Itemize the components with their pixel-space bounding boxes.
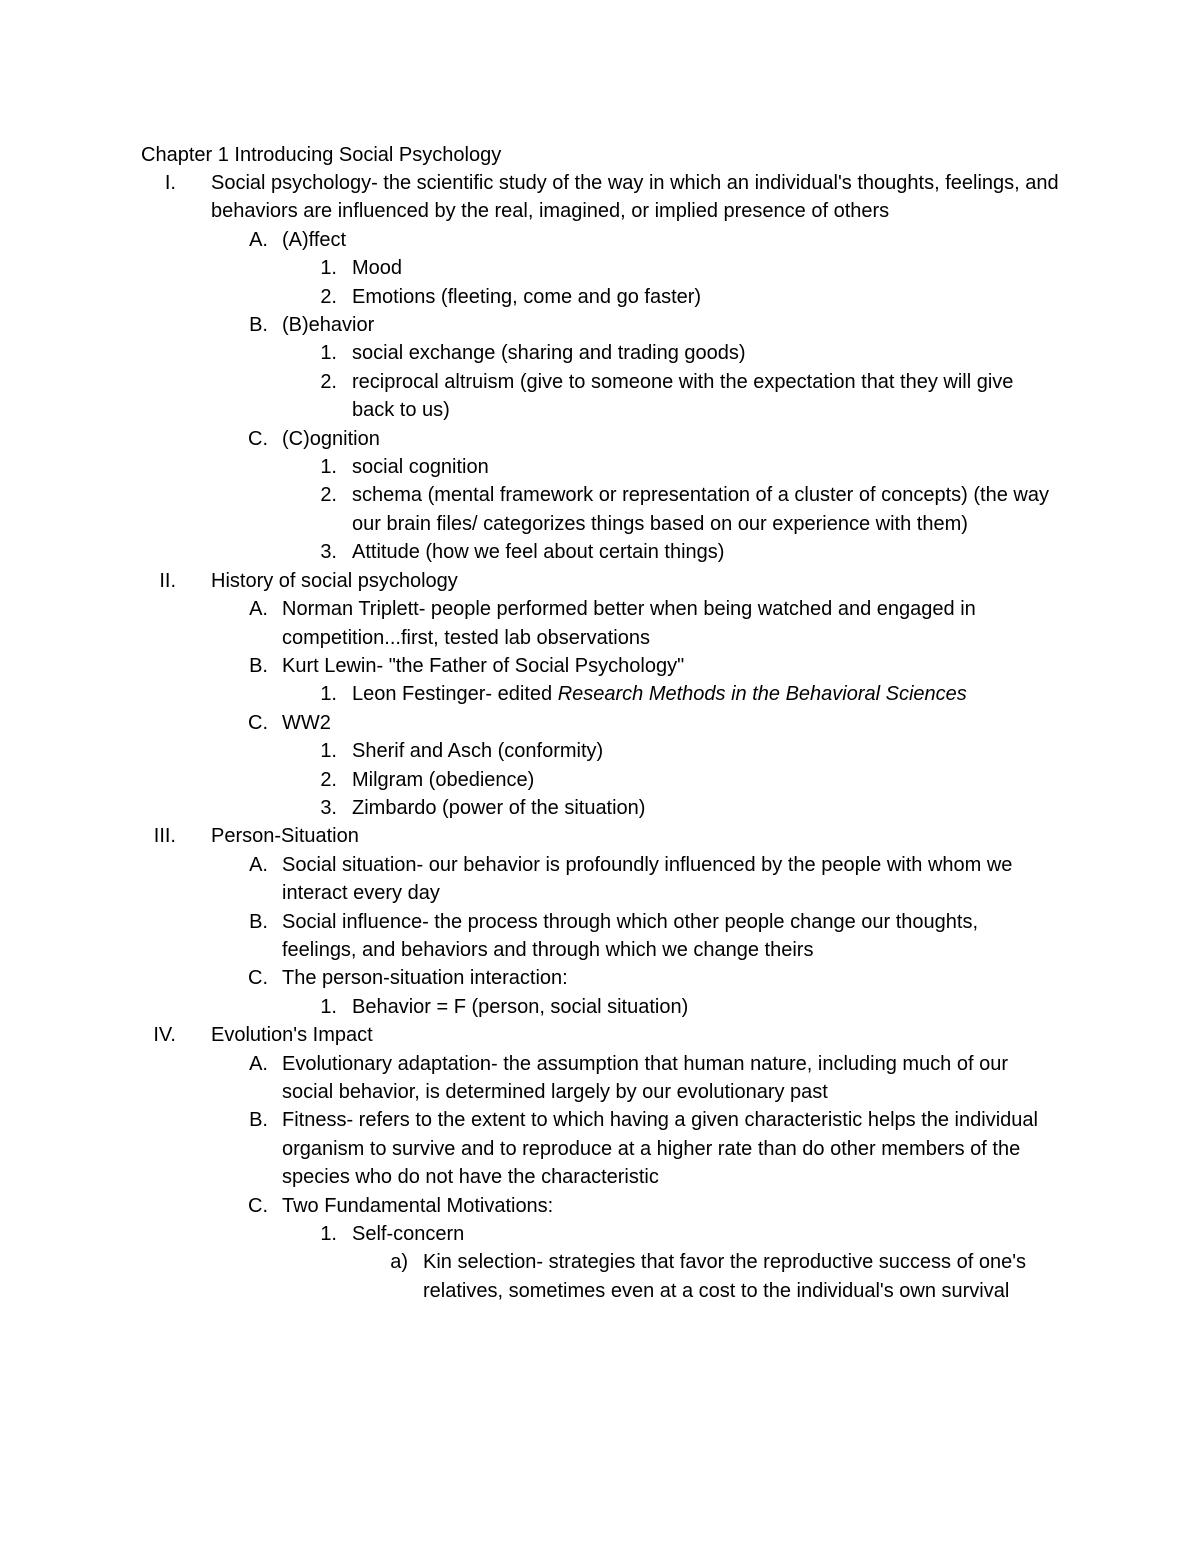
list-item-text	[282, 1192, 1057, 1220]
list-item-text	[352, 737, 1057, 765]
list-item-text	[352, 254, 1057, 282]
outline-item-level-3	[0, 737, 1200, 765]
list-marker: IV.	[153, 1024, 176, 1047]
list-item-label: social cognition	[352, 456, 489, 479]
list-marker: 1.	[320, 683, 337, 706]
outline-item-level-3	[0, 453, 1200, 481]
outline-item-level-3	[0, 766, 1200, 794]
list-marker: C.	[248, 967, 268, 990]
list-marker: 3.	[320, 796, 337, 819]
list-item-label: Norman Triplett- people performed better when being watched and engaged in competition...first, tested lab observations	[282, 598, 976, 649]
list-item-text	[282, 709, 1057, 737]
outline-item-level-3	[0, 1220, 1200, 1248]
outline-item-level-1	[0, 169, 1200, 226]
list-item-label: Leon Festinger- edited	[352, 683, 558, 706]
chapter-title: Chapter 1 Introducing Social Psychology	[141, 144, 502, 166]
list-item-label: Sherif and Asch (conformity)	[352, 740, 604, 763]
outline-item-level-2	[0, 226, 1200, 254]
list-marker: C.	[248, 711, 268, 734]
list-item-label: The person-situation interaction:	[282, 967, 568, 990]
outline-item-level-2	[0, 964, 1200, 992]
list-item-text	[211, 1021, 1061, 1049]
list-marker: II.	[159, 569, 176, 592]
outline-item-level-3	[0, 254, 1200, 282]
list-marker: A.	[249, 598, 268, 621]
list-item-text	[352, 453, 1057, 481]
list-marker: C.	[248, 1194, 268, 1217]
book-title: Research Methods in the Behavioral Sciences	[557, 683, 967, 706]
list-marker: A.	[249, 228, 268, 251]
list-item-text	[282, 226, 1057, 254]
list-marker: A.	[249, 1052, 268, 1075]
list-item-text	[211, 567, 1061, 595]
outline-item-level-1	[0, 822, 1200, 850]
outline-item-level-3	[0, 368, 1200, 425]
list-item-text	[211, 169, 1061, 226]
list-marker: 2.	[320, 484, 337, 507]
outline-item-level-3	[0, 481, 1200, 538]
outline-item-level-3	[0, 794, 1200, 822]
list-item-text	[352, 993, 1057, 1021]
list-item-text	[352, 794, 1057, 822]
list-marker: 2.	[320, 285, 337, 308]
list-item-text	[282, 1106, 1057, 1191]
list-marker: 1.	[320, 995, 337, 1018]
list-item-label: Kin selection- strategies that favor the reproductive success of one's relatives, sometimes even at a cost to the individual's own survival	[423, 1251, 1027, 1302]
list-marker: 2.	[320, 768, 337, 791]
list-item-label: Person-Situation	[211, 825, 359, 848]
list-item-label: Milgram (obedience)	[352, 768, 535, 791]
list-item-label: Social influence- the process through which other people change our thoughts, feelings, and behaviors and through which we change theirs	[282, 910, 979, 961]
list-marker: 3.	[320, 541, 337, 564]
list-item-label: Attitude (how we feel about certain things)	[352, 541, 725, 564]
list-item-label: Behavior = F (person, social situation)	[352, 995, 689, 1018]
list-item-label: Zimbardo (power of the situation)	[352, 796, 646, 819]
list-item-label: (A)ffect	[282, 228, 347, 251]
list-item-label: Emotions (fleeting, come and go faster)	[352, 285, 702, 308]
list-item-text	[282, 595, 1057, 652]
list-item-label: schema (mental framework or representation of a cluster of concepts) (the way our brain files/ categorizes things based on our experience with them)	[352, 484, 1049, 535]
list-marker: 1.	[320, 257, 337, 280]
list-marker: 1.	[320, 740, 337, 763]
list-marker: A.	[249, 853, 268, 876]
list-marker: B.	[249, 654, 268, 677]
list-marker: 1.	[320, 456, 337, 479]
list-item-text	[352, 339, 1057, 367]
outline-item-level-2	[0, 1106, 1200, 1191]
list-item-text	[282, 908, 1057, 965]
list-item-label: Kurt Lewin- "the Father of Social Psychology"	[282, 654, 685, 677]
list-marker: 1.	[320, 342, 337, 365]
outline-item-level-2	[0, 1050, 1200, 1107]
list-marker: 1.	[320, 1223, 337, 1246]
list-item-label: Evolutionary adaptation- the assumption that human nature, including much of our social behavior, is determined largely by our evolutionary past	[282, 1052, 1008, 1103]
outline-item-level-3	[0, 538, 1200, 566]
outline-item-level-2	[0, 311, 1200, 339]
list-item-text	[282, 652, 1057, 680]
outline-item-level-1	[0, 1021, 1200, 1049]
list-item-label: Social psychology- the scientific study of the way in which an individual's thoughts, feelings, and behaviors are influenced by the real, imagined, or implied presence of others	[211, 172, 1059, 223]
outline-item-level-2	[0, 595, 1200, 652]
list-item-label: History of social psychology	[211, 569, 458, 592]
list-item-label: reciprocal altruism (give to someone with the expectation that they will give back to us)	[352, 370, 1014, 422]
list-marker: B.	[249, 1109, 268, 1132]
outline-item-level-3	[0, 339, 1200, 367]
outline-item-level-2	[0, 709, 1200, 737]
list-item-text	[352, 283, 1057, 311]
list-item-text	[282, 425, 1057, 453]
list-marker: 2.	[320, 370, 337, 393]
list-marker: B.	[249, 910, 268, 933]
outline-item-level-4	[0, 1248, 1200, 1305]
list-item-text	[352, 538, 1057, 566]
list-marker: a)	[390, 1251, 408, 1274]
list-item-text	[282, 311, 1057, 339]
outline-item-level-3	[0, 993, 1200, 1021]
list-item-label: social exchange (sharing and trading goods)	[352, 342, 746, 365]
outline-item-level-2	[0, 908, 1200, 965]
list-marker: C.	[248, 427, 268, 450]
list-item-text	[423, 1248, 1048, 1305]
outline-item-level-2	[0, 425, 1200, 453]
outline-item-level-2	[0, 851, 1200, 908]
outline-item-level-2	[0, 652, 1200, 680]
list-item-label: Two Fundamental Motivations:	[282, 1194, 554, 1217]
list-item-text	[211, 822, 1061, 850]
list-item-label: WW2	[282, 711, 331, 734]
outline-item-level-1	[0, 567, 1200, 595]
outline-item-level-2	[0, 1192, 1200, 1220]
list-marker: III.	[153, 825, 176, 848]
list-item-label: Self-concern	[352, 1223, 465, 1246]
list-marker: I.	[164, 172, 176, 194]
list-item-label: (B)ehavior	[282, 314, 375, 337]
outline-item-level-3	[0, 283, 1200, 311]
list-item-label: Evolution's Impact	[211, 1024, 373, 1047]
list-item-text	[352, 680, 1057, 708]
list-item-text	[352, 766, 1057, 794]
list-item-label: Social situation- our behavior is profoundly influenced by the people with whom we interact every day	[282, 853, 1013, 905]
list-marker: B.	[249, 314, 268, 337]
list-item-label: (C)ognition	[282, 427, 380, 450]
list-item-text	[352, 481, 1057, 538]
list-item-label: Fitness- refers to the extent to which having a given characteristic helps the individual organism to survive and to reproduce at a higher rate than do other members of the species who do not have the characteristic	[282, 1109, 1038, 1189]
list-item-text	[282, 964, 1057, 992]
list-item-text	[282, 851, 1057, 908]
outline-list	[0, 169, 1200, 1305]
outline-item-level-3	[0, 680, 1200, 708]
list-item-text	[352, 368, 1057, 425]
list-item-label: Mood	[352, 257, 403, 280]
list-item-text	[352, 1220, 1057, 1248]
list-item-text	[282, 1050, 1057, 1107]
